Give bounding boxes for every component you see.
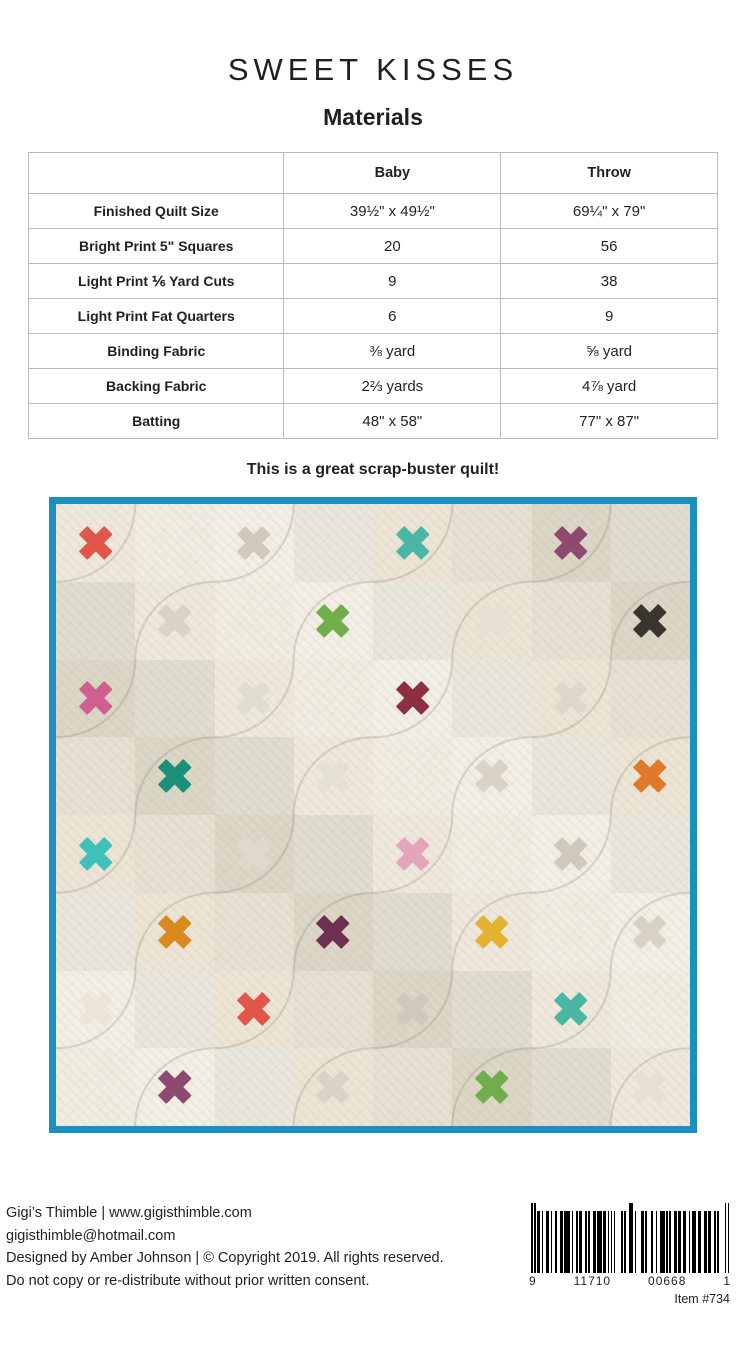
quilt-plus-motif bbox=[625, 906, 676, 957]
quilt-block bbox=[56, 737, 135, 815]
quilt-block bbox=[56, 660, 135, 738]
quilt-block bbox=[56, 1048, 135, 1126]
quilt-plus-motif bbox=[466, 1062, 517, 1113]
quilt-block bbox=[532, 737, 611, 815]
quilt-plus-motif bbox=[308, 751, 359, 802]
quilt-plus-motif bbox=[308, 595, 359, 646]
cell-throw: 69¼" x 79" bbox=[501, 194, 718, 229]
quilt-plus-motif bbox=[149, 595, 200, 646]
quilt-plus-motif bbox=[625, 1062, 676, 1113]
table-head bbox=[29, 153, 718, 194]
quilt-plus-motif bbox=[70, 828, 121, 879]
quilt-plus-motif bbox=[229, 517, 280, 568]
quilt-block bbox=[611, 971, 690, 1049]
barcode-group-1: 11710 bbox=[573, 1274, 612, 1288]
quilt-plus-motif bbox=[466, 595, 517, 646]
quilt-photo bbox=[49, 497, 697, 1133]
quilt-plus-motif bbox=[387, 828, 438, 879]
quilt-block bbox=[56, 893, 135, 971]
quilt-block bbox=[294, 1048, 373, 1126]
quilt-block bbox=[373, 893, 452, 971]
table-col-header-blank bbox=[29, 153, 284, 194]
quilt-plus-motif bbox=[70, 984, 121, 1035]
quilt-block bbox=[611, 737, 690, 815]
quilt-block bbox=[452, 815, 531, 893]
quilt-plus-motif bbox=[308, 906, 359, 957]
table-body bbox=[29, 194, 718, 439]
quilt-plus-motif bbox=[229, 984, 280, 1035]
quilt-block bbox=[373, 660, 452, 738]
table-row bbox=[29, 194, 718, 229]
cell-baby: ⅜ yard bbox=[284, 334, 501, 369]
table-row bbox=[29, 264, 718, 299]
quilt-block bbox=[611, 660, 690, 738]
quilt-block bbox=[294, 660, 373, 738]
table-header-row bbox=[29, 153, 718, 194]
quilt-block bbox=[215, 737, 294, 815]
quilt-block bbox=[373, 815, 452, 893]
quilt-plus-motif bbox=[70, 673, 121, 724]
quilt-block bbox=[56, 504, 135, 582]
quilt-block bbox=[294, 504, 373, 582]
barcode-group-2: 00668 bbox=[648, 1274, 687, 1288]
quilt-block bbox=[135, 815, 214, 893]
quilt-block bbox=[611, 504, 690, 582]
quilt-plus-motif bbox=[70, 517, 121, 568]
quilt-block bbox=[373, 582, 452, 660]
quilt-block bbox=[56, 815, 135, 893]
section-heading: Materials bbox=[323, 104, 423, 130]
cell-baby: 39½" x 49½" bbox=[284, 194, 501, 229]
quilt-block bbox=[452, 660, 531, 738]
table-col-header-baby: Baby bbox=[284, 153, 501, 194]
quilt-block bbox=[373, 971, 452, 1049]
row-label: Backing Fabric bbox=[29, 369, 284, 404]
cell-throw: 56 bbox=[501, 229, 718, 264]
quilt-block bbox=[452, 582, 531, 660]
quilt-block bbox=[532, 1048, 611, 1126]
table-row bbox=[29, 369, 718, 404]
quilt-block bbox=[215, 1048, 294, 1126]
quilt-block bbox=[135, 971, 214, 1049]
quilt-block bbox=[294, 815, 373, 893]
quilt-plus-motif bbox=[546, 517, 597, 568]
quilt-plus-motif bbox=[149, 1062, 200, 1113]
footer-credits bbox=[6, 1202, 444, 1292]
row-label: Bright Print 5" Squares bbox=[29, 229, 284, 264]
quilt-block bbox=[452, 1048, 531, 1126]
quilt-block bbox=[532, 815, 611, 893]
quilt-plus-motif bbox=[546, 984, 597, 1035]
quilt-block bbox=[215, 893, 294, 971]
quilt-plus-motif bbox=[546, 673, 597, 724]
cell-throw: 4⅞ yard bbox=[501, 369, 718, 404]
table-row bbox=[29, 334, 718, 369]
table-col-header-throw: Throw bbox=[501, 153, 718, 194]
row-label: Finished Quilt Size bbox=[29, 194, 284, 229]
barcode-left-digit: 9 bbox=[529, 1274, 537, 1288]
materials-table-wrapper bbox=[28, 152, 718, 439]
quilt-plus-motif bbox=[229, 673, 280, 724]
quilt-block bbox=[373, 504, 452, 582]
cell-baby: 2⅔ yards bbox=[284, 369, 501, 404]
quilt-block bbox=[452, 737, 531, 815]
quilt-canvas bbox=[56, 504, 690, 1126]
quilt-block bbox=[532, 582, 611, 660]
barcode-bar bbox=[728, 1203, 730, 1273]
quilt-caption: This is a great scrap-buster quilt! bbox=[246, 461, 500, 478]
quilt-plus-motif bbox=[387, 984, 438, 1035]
cell-baby: 9 bbox=[284, 264, 501, 299]
quilt-plus-motif bbox=[308, 1062, 359, 1113]
quilt-plus-motif bbox=[466, 751, 517, 802]
quilt-block bbox=[135, 1048, 214, 1126]
quilt-block bbox=[215, 815, 294, 893]
quilt-plus-motif bbox=[387, 673, 438, 724]
page bbox=[0, 52, 746, 1352]
quilt-block bbox=[611, 893, 690, 971]
quilt-block bbox=[294, 893, 373, 971]
cell-baby: 20 bbox=[284, 229, 501, 264]
barcode-right-digit: 1 bbox=[723, 1274, 731, 1288]
quilt-block bbox=[611, 815, 690, 893]
quilt-plus-motif bbox=[149, 751, 200, 802]
barcode-digits bbox=[528, 1274, 732, 1288]
footer-line-email: gigisthimble@hotmail.com bbox=[6, 1227, 176, 1244]
barcode-block bbox=[528, 1203, 732, 1306]
quilt-plus-motif bbox=[625, 751, 676, 802]
quilt-block bbox=[215, 971, 294, 1049]
cell-throw: 38 bbox=[501, 264, 718, 299]
quilt-block bbox=[215, 660, 294, 738]
quilt-block bbox=[452, 504, 531, 582]
quilt-block bbox=[135, 660, 214, 738]
item-number: Item #734 bbox=[674, 1292, 730, 1306]
footer-line-brand: Gigi’s Thimble | www.gigisthimble.com bbox=[6, 1205, 252, 1222]
quilt-block bbox=[373, 737, 452, 815]
table-row bbox=[29, 404, 718, 439]
quilt-block bbox=[294, 582, 373, 660]
quilt-block bbox=[373, 1048, 452, 1126]
quilt-block bbox=[135, 893, 214, 971]
quilt-block bbox=[532, 660, 611, 738]
quilt-block bbox=[294, 737, 373, 815]
quilt-plus-motif bbox=[546, 828, 597, 879]
row-label: Batting bbox=[29, 404, 284, 439]
cell-throw: ⅝ yard bbox=[501, 334, 718, 369]
quilt-block bbox=[532, 504, 611, 582]
quilt-block bbox=[56, 582, 135, 660]
quilt-plus-motif bbox=[387, 517, 438, 568]
quilt-block bbox=[135, 737, 214, 815]
quilt-block bbox=[611, 582, 690, 660]
footer-line-copyright: Designed by Amber Johnson | © Copyright 2019. All rights reserved. bbox=[6, 1250, 444, 1267]
quilt-block bbox=[215, 504, 294, 582]
quilt-plus-motif bbox=[466, 906, 517, 957]
quilt-block bbox=[452, 893, 531, 971]
row-label: Light Print Fat Quarters bbox=[29, 299, 284, 334]
quilt-block bbox=[135, 504, 214, 582]
quilt-plus-motif bbox=[149, 906, 200, 957]
cell-throw: 77" x 87" bbox=[501, 404, 718, 439]
cell-throw: 9 bbox=[501, 299, 718, 334]
quilt-block bbox=[532, 893, 611, 971]
table-row bbox=[29, 229, 718, 264]
row-label: Light Print ⅙ Yard Cuts bbox=[29, 264, 284, 299]
quilt-plus-motif bbox=[229, 828, 280, 879]
quilt-block bbox=[56, 971, 135, 1049]
page-title: SWEET KISSES bbox=[227, 52, 519, 87]
quilt-block bbox=[452, 971, 531, 1049]
quilt-block bbox=[294, 971, 373, 1049]
barcode-image bbox=[528, 1203, 732, 1273]
table-row bbox=[29, 299, 718, 334]
quilt-plus-motif bbox=[625, 595, 676, 646]
row-label: Binding Fabric bbox=[29, 334, 284, 369]
cell-baby: 48" x 58" bbox=[284, 404, 501, 439]
footer-line-notice: Do not copy or re-distribute without prior written consent. bbox=[6, 1272, 370, 1289]
quilt-block bbox=[135, 582, 214, 660]
quilt-block bbox=[611, 1048, 690, 1126]
materials-table bbox=[28, 152, 718, 439]
cell-baby: 6 bbox=[284, 299, 501, 334]
quilt-block bbox=[215, 582, 294, 660]
quilt-block bbox=[532, 971, 611, 1049]
